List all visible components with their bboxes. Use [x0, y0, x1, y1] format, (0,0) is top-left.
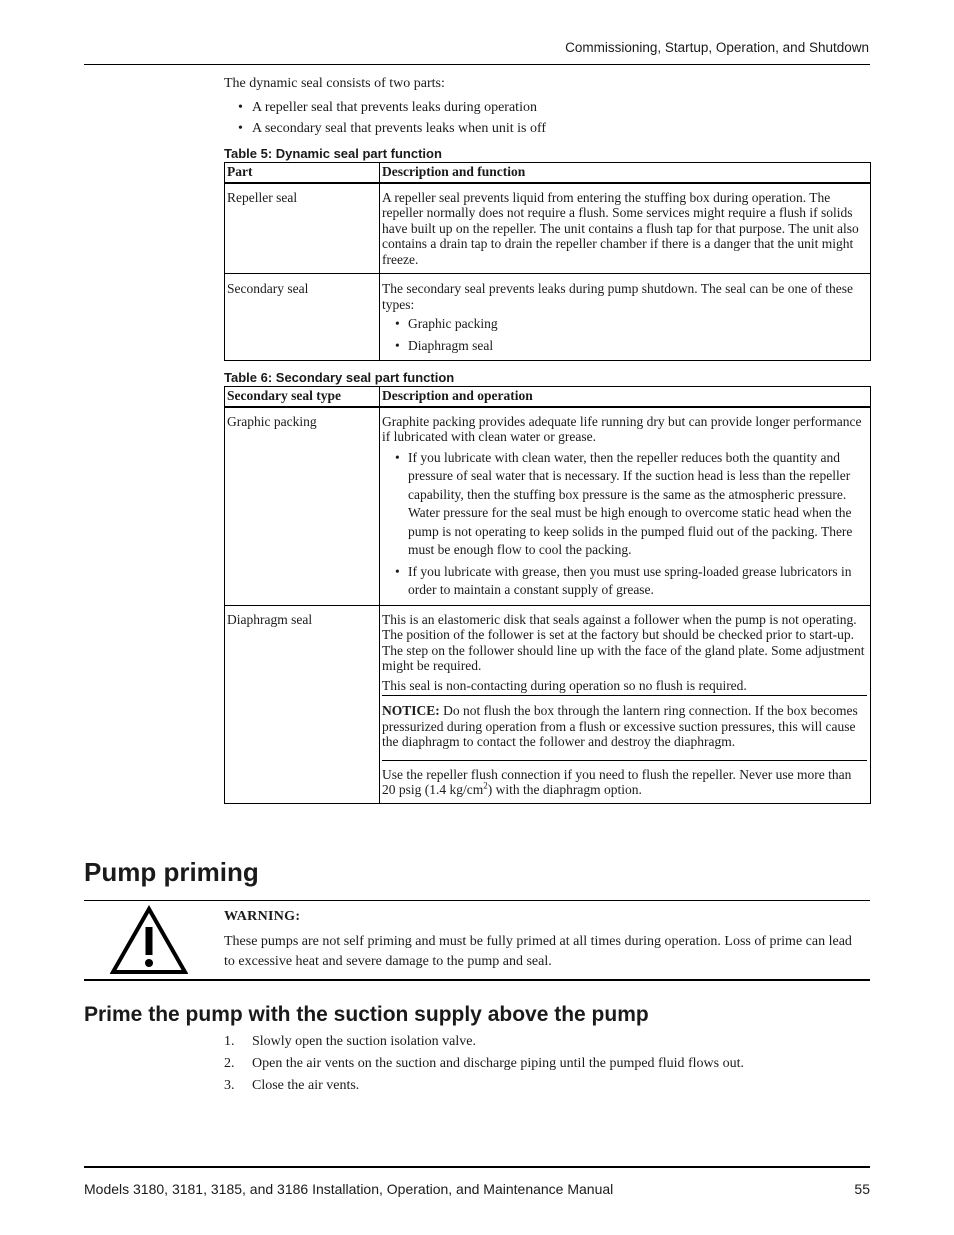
cell-text: Graphite packing provides adequate life running dry but can provide longer performance if lubricated with clean water or grease. [382, 413, 862, 444]
superscript: 2 [483, 780, 488, 791]
page-number: 55 [854, 1181, 870, 1197]
column-header: Description and function [380, 163, 871, 183]
table-cell: Graphic packing [225, 407, 380, 606]
warning-text: These pumps are not self priming and must be fully primed at all times during operation. Loss of prime can lead to excessive heat and severe damage to the pump and seal. [224, 934, 852, 969]
table5 [224, 162, 871, 361]
column-header: Secondary seal type [225, 387, 380, 407]
step-number: 3. [224, 1078, 235, 1093]
table-cell [380, 274, 871, 361]
step-text: Close the air vents. [252, 1078, 360, 1093]
footer-rule [84, 1166, 870, 1168]
list-item [224, 1033, 744, 1055]
table-cell [380, 407, 871, 606]
cell-bullet-list [382, 449, 867, 600]
table6-caption: Table 6: Secondary seal part function [224, 370, 455, 385]
column-header: Description and operation [380, 387, 871, 407]
divider [382, 760, 867, 761]
cell-note: This seal is non-contacting during operation so no flush is required. [382, 677, 747, 693]
divider [382, 695, 867, 696]
table-cell [380, 605, 871, 803]
warning-triangle-icon [110, 905, 188, 975]
table-row [225, 274, 871, 361]
cell-text: The secondary seal prevents leaks during pump shutdown. The seal can be one of these types: [382, 281, 853, 312]
cell-bullet-list [382, 315, 867, 355]
steps-list [224, 1033, 744, 1099]
table-cell: Secondary seal [225, 274, 380, 361]
table-row [225, 407, 871, 606]
table6 [224, 386, 871, 804]
flush-text [382, 767, 867, 798]
section-title: Pump priming [84, 857, 259, 887]
table-cell: Repeller seal [225, 183, 380, 274]
list-item: • Diaphragm seal [382, 337, 867, 356]
cell-text: This is an elastomeric disk that seals against a follower when the pump is not operating. The position of the follower is set at the factory but should be checked prior to start-up. The step on the follower should line up with the face of the gland plate. Some adjustment might be required. [382, 611, 865, 673]
list-item: • Graphic packing [382, 315, 867, 334]
header-rule [84, 64, 870, 65]
step-text: Open the air vents on the suction and discharge piping until the pumped fluid flows out. [252, 1056, 744, 1071]
intro-text: The dynamic seal consists of two parts: [224, 76, 445, 91]
table-cell [380, 183, 871, 274]
list-item [224, 1055, 744, 1077]
list-item: • If you lubricate with clean water, then the repeller reduces both the quantity and pressure of seal water that is necessary. If the suction head is less than the repeller capability, then the stuffing box pressure is the same as the atmospheric pressure. Water pressure for the seal must be high enough to overcome static head when the pump is not operating to keep solids in the pumped fluid out of the packing. There must be enough flow to cool the packing. [382, 449, 867, 560]
table-header-row [225, 387, 871, 407]
list-item: • A secondary seal that prevents leaks when unit is off [238, 120, 546, 141]
warning-title: WARNING: [224, 909, 301, 924]
flush-text-part: ) with the diaphragm option. [487, 782, 642, 797]
warning-bottom-rule [84, 979, 870, 981]
flush-text-part: Use the repeller flush connection if you need to flush the repeller. Never use more than 20 psig (1.4 kg/cm [382, 766, 852, 797]
notice-label: NOTICE: [382, 703, 440, 718]
warning-top-rule [84, 900, 870, 901]
footer-manual-title: Models 3180, 3181, 3185, and 3186 Installation, Operation, and Maintenance Manual [84, 1181, 614, 1197]
subsection-title: Prime the pump with the suction supply above the pump [84, 1003, 649, 1026]
step-number: 2. [224, 1056, 235, 1071]
column-header: Part [225, 163, 380, 183]
table-header-row [225, 163, 871, 183]
table5-caption: Table 5: Dynamic seal part function [224, 146, 442, 161]
notice-body: Do not flush the box through the lantern ring connection. If the box becomes pressurized during operation from a flush or excessive suction pressures, this will cause the diaphragm to contact the follower and destroy the diaphragm. [382, 703, 858, 749]
cell-text: A repeller seal prevents liquid from entering the stuffing box during operation. The repeller normally does not require a flush. Some services might require a flush if solids have built up on the repeller. The unit contains a flush tap for that purpose. The unit also contains a drain tap to drain the repeller chamber if there is a danger that the unit might freeze. [382, 189, 859, 267]
table-row [225, 605, 871, 803]
list-item: • A repeller seal that prevents leaks during operation [238, 99, 546, 120]
running-header: Commissioning, Startup, Operation, and Shutdown [565, 40, 869, 55]
list-item: • If you lubricate with grease, then you must use spring-loaded grease lubricators in order to maintain a constant supply of grease. [382, 563, 867, 600]
step-text: Slowly open the suction isolation valve. [252, 1034, 476, 1049]
intro-bullet-list [238, 99, 546, 141]
table-row [225, 183, 871, 274]
table-cell: Diaphragm seal [225, 605, 380, 803]
list-item [224, 1077, 744, 1099]
step-number: 1. [224, 1034, 235, 1049]
notice-text [382, 703, 867, 750]
